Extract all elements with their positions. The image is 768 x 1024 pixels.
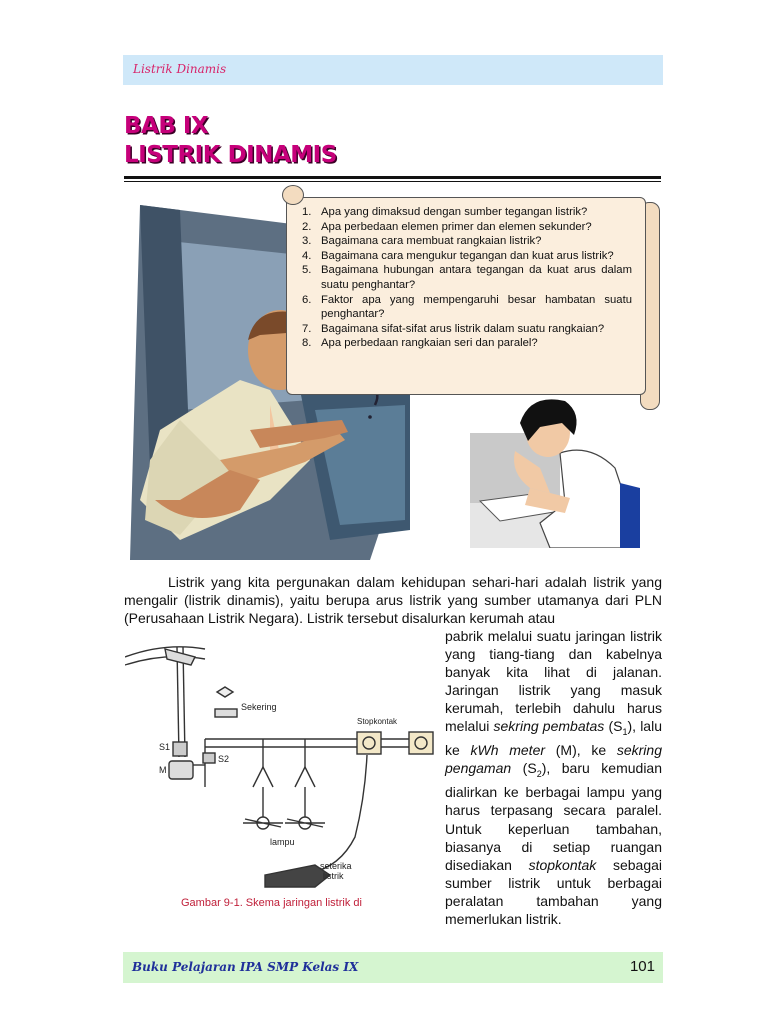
chapter-number: BAB IX [124,113,209,139]
title-rule [124,176,661,179]
sleeping-student-illustration [470,393,640,548]
question-item: 5. Bagaimana hubungan antara tegangan da kuat arus dalam suatu penghantar? [302,264,632,291]
intro-text: Listrik yang kita pergunakan dalam kehidupan sehari-hari adalah listrik yang mengalir (listrik dinamis), yaitu berupa arus listrik yang sumber utamanya dari PLN (Perusahaan Listrik Negara). Listrik tersebut disalurkan kerumah atau [124,574,662,627]
figure-caption: Gambar 9-1. Skema jaringan listrik di [181,897,362,909]
label-stopkontak: Stopkontak [357,717,398,726]
house-wiring-diagram [125,637,437,895]
questions-list [302,205,632,351]
scroll-curl [282,185,304,205]
label-lampu: lampu [270,837,295,847]
body-text: pabrik melalui suatu jaringan listrik yang tiang-tiang dan kabelnya banyak kita lihat di jalanan. Jaringan listrik yang masuk kerumah, terlebih dahulu harus melalui sekring pembatas $(S_1)$, lalu ke kWh meter (M), ke sekring pengaman $(S_2)$, baru kemudian dialirkan ke berbagai lampu yang harus terpasang secara paralel. Untuk keperluan tambahan, biasanya di setiap ruangan disediakan stopkontak sebagai sumber listrik untuk berbagai peralatan tambahan yang memerlukan listrik. [445,628,663,927]
body-paragraph [445,627,662,928]
label-sekering: Sekering [241,702,277,712]
chapter-name: LISTRIK DINAMIS [124,142,337,168]
page-number: 101 [629,958,655,975]
title-rule-thin [124,181,661,182]
label-m: M [159,765,167,775]
label-s2: S2 [218,754,230,764]
label-seterika: seterika [320,861,352,871]
question-item: 8. Apa perbedaan rangkaian seri dan paralel? [302,337,538,350]
question-item: 6. Faktor apa yang mempengaruhi besar hambatan suatu penghantar? [302,293,632,321]
label-s1: S1 [159,742,171,752]
page-footer [123,952,663,983]
question-item: 7. Bagaimana sifat-sifat arus listrik dalam suatu rangkaian? [302,322,605,335]
question-item: 2. Apa perbedaan elemen primer dan elemen sekunder? [302,220,592,233]
running-header [123,55,663,85]
question-item: 4. Bagaimana cara mengukur tegangan dan kuat arus listrik? [302,249,614,262]
intro-paragraph [124,573,662,628]
running-title: Listrik Dinamis [133,62,227,76]
question-item: 3. Bagaimana cara membuat rangkaian listrik? [302,235,542,248]
chapter-title [124,112,337,170]
label-listrik: listrik [323,871,344,881]
question-item: 1. Apa yang dimaksud dengan sumber tegangan listrik? [302,206,588,218]
book-title: Buku Pelajaran IPA SMP Kelas IX [132,960,359,974]
